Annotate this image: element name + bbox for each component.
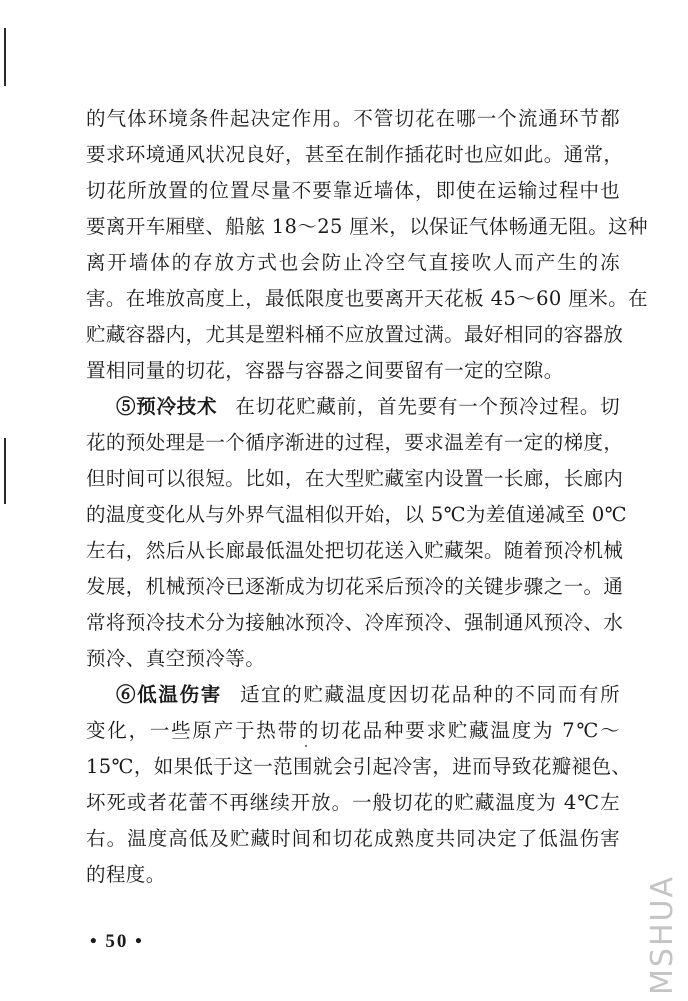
scan-edge-top — [4, 28, 6, 86]
text-line: 的温度变化从与外界气温相似开始，以 5℃为差值递减至 0℃ — [86, 503, 627, 526]
text-line: 离开墙体的存放方式也会防止冷空气直接吹人而产生的冻 — [86, 251, 620, 274]
text-line: 右。温度高低及贮藏时间和切花成熟度共同决定了低温伤害 — [86, 827, 620, 850]
text-line: 但时间可以很短。比如，在大型贮藏室内设置一长廊，长廊内 — [86, 467, 624, 490]
section-heading: ⑥低温伤害 — [116, 683, 222, 706]
text-line: 害。在堆放高度上，最低限度也要离开天花板 45～60 厘米。在 — [86, 287, 648, 310]
text-line: 要求环境通风状况良好，甚至在制作插花时也应如此。通常， — [86, 143, 624, 166]
section-first-line — [116, 392, 620, 422]
section-first-line — [116, 680, 620, 710]
scan-edge-bottom — [4, 438, 6, 504]
text-line: 坏死或者花蕾不再继续开放。一般切花的贮藏温度为 4℃左 — [86, 791, 620, 814]
text-line: 预冷、真空预冷等。 — [86, 647, 266, 670]
text-line: 要离开车厢壁、船舷 18～25 厘米，以保证气体畅通无阻。这种 — [86, 215, 648, 238]
section-heading: ⑤预冷技术 — [116, 395, 218, 418]
dot-speck — [305, 745, 307, 747]
watermark: MSHUA — [645, 875, 680, 995]
text-line: 15℃，如果低于这一范围就会引起冷害，进而导致花瓣褪色、 — [86, 755, 632, 778]
text-line: 左右，然后从长廊最低温处把切花送入贮藏架。随着预冷机械 — [86, 539, 624, 562]
text-run: 适宜的贮藏温度因切花品种的不同而有所 — [239, 683, 620, 706]
text-line: 置相同量的切花，容器与容器之间要留有一定的空隙。 — [86, 359, 564, 382]
text-line: 贮藏容器内，尤其是塑料桶不应放置过满。最好相同的容器放 — [86, 323, 624, 346]
page-number: • 50 • — [90, 931, 144, 952]
text-run: 在切花贮藏前，首先要有一个预冷过程。切 — [235, 395, 620, 418]
text-line: 切花所放置的位置尽量不要靠近墙体，即使在运输过程中也 — [86, 179, 620, 202]
text-line: 常将预冷技术分为接触冰预冷、冷库预冷、强制通风预冷、水 — [86, 611, 624, 634]
text-line: 发展，机械预冷已逐渐成为切花采后预冷的关键步骤之一。通 — [86, 575, 624, 598]
text-line: 变化，一些原产于热带的切花品种要求贮藏温度为 7℃～ — [86, 719, 620, 742]
text-line: 的气体环境条件起决定作用。不管切花在哪一个流通环节都 — [86, 107, 620, 130]
text-line: 的程度。 — [86, 863, 166, 886]
text-line: 花的预处理是一个循序渐进的过程，要求温差有一定的梯度， — [86, 431, 624, 454]
